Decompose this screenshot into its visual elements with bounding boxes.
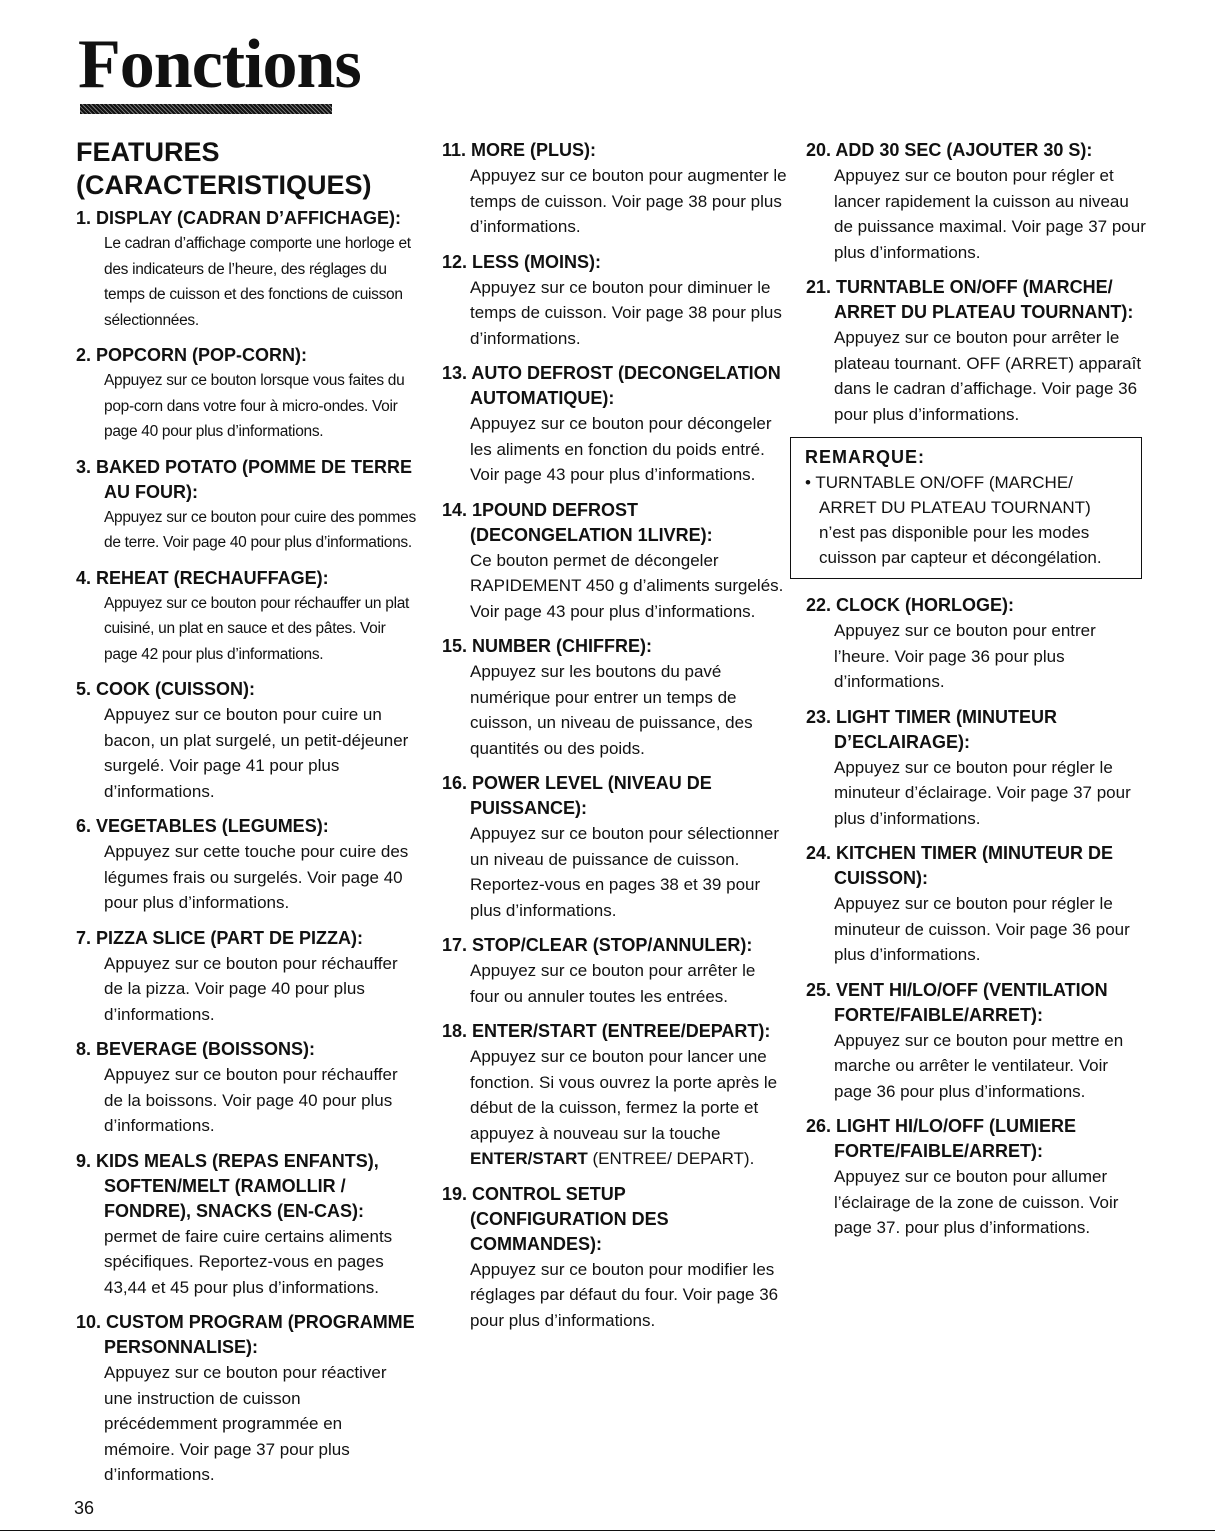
feature-title: 26. LIGHT HI/LO/OFF (LUMIERE FORTE/FAIBLE/ARRET):	[806, 1116, 1076, 1161]
title-underline	[80, 104, 332, 114]
feature-item	[76, 455, 416, 556]
feature-description: Appuyez sur les boutons du pavé numérique pour entrer un temps de cuisson, un niveau de puissance, des quantités ou des poids.	[470, 662, 753, 758]
feature-item	[76, 206, 416, 333]
feature-description	[442, 1044, 787, 1172]
feature-title: 9. KIDS MEALS (REPAS ENFANTS), SOFTEN/MELT (RAMOLLIR / FONDRE), SNACKS (EN-CAS):	[76, 1150, 379, 1221]
feature-description: Appuyez sur ce bouton pour réchauffer de la boissons. Voir page 40 pour plus d’informations.	[104, 1065, 398, 1135]
feature-item	[76, 926, 416, 1028]
feature-description-text: Appuyez sur ce bouton pour lancer une fonction. Si vous ouvrez la porte après le début de la cuisson, fermez la porte et appuyez à nouveau sur la touche	[470, 1047, 778, 1143]
feature-description: Le cadran d’affichage comporte une horloge et des indicateurs de l’heure, des réglages du temps de cuisson et des fonctions de cuisson sélectionnées.	[104, 235, 411, 329]
feature-title: 22. CLOCK (HORLOGE):	[806, 595, 1015, 615]
feature-description: Appuyez sur ce bouton pour augmenter le temps de cuisson. Voir page 38 pour plus d’informations.	[470, 166, 787, 236]
feature-description: Appuyez sur ce bouton pour régler le minuteur de cuisson. Voir page 36 pour plus d’informations.	[834, 894, 1130, 964]
section-heading: FEATURES (CARACTERISTIQUES)	[76, 137, 372, 200]
feature-item	[76, 566, 416, 668]
feature-title: 17. STOP/CLEAR (STOP/ANNULER):	[442, 935, 753, 955]
feature-item	[806, 275, 1146, 427]
feature-description: Appuyez sur ce bouton pour mettre en marche ou arrêter le ventilateur. Voir page 36 pour plus d’informations.	[834, 1030, 1124, 1101]
feature-item	[442, 250, 787, 352]
feature-description: Appuyez sur ce bouton pour modifier les réglages par défaut du four. Voir page 36 pour plus d’informations.	[470, 1259, 779, 1330]
feature-title: 15. NUMBER (CHIFFRE):	[442, 636, 652, 656]
feature-item	[442, 771, 787, 923]
feature-description: Appuyez sur ce bouton pour régler et lancer rapidement la cuisson au niveau de puissance maximal. Voir page 37 pour plus d’informations.	[834, 166, 1146, 262]
feature-title: 13. AUTO DEFROST (DECONGELATION AUTOMATIQUE):	[442, 363, 781, 408]
feature-item	[76, 1310, 416, 1488]
feature-description: Appuyez sur ce bouton pour réactiver une instruction de cuisson précédemment programmée en mémoire. Voir page 37 pour plus d’informations.	[104, 1363, 387, 1484]
feature-description: Appuyez sur ce bouton pour cuire un bacon, un plat surgelé, un petit-déjeuner surgelé. Voir page 41 pour plus d’informations.	[104, 705, 409, 801]
column-3	[806, 138, 1146, 1251]
column-1	[76, 206, 416, 1498]
feature-item	[76, 1149, 416, 1301]
feature-item	[76, 1037, 416, 1139]
feature-item	[806, 978, 1146, 1105]
page-title: Fonctions	[78, 26, 361, 103]
feature-description: Appuyez sur ce bouton pour allumer l’éclairage de la zone de cuisson. Voir page 37. pour plus d’informations.	[834, 1167, 1119, 1237]
feature-item	[442, 1019, 787, 1172]
bottom-divider	[0, 1530, 1215, 1531]
feature-description-emphasis: ENTER/START	[470, 1149, 588, 1168]
feature-description: Appuyez sur ce bouton pour sélectionner un niveau de puissance de cuisson. Reportez-vous en pages 38 et 39 pour plus d’informations.	[470, 824, 780, 920]
feature-title: 24. KITCHEN TIMER (MINUTEUR DE CUISSON):	[806, 843, 1114, 888]
feature-description: Appuyez sur ce bouton pour cuire des pommes de terre. Voir page 40 pour plus d’informations.	[104, 508, 416, 551]
feature-item	[76, 814, 416, 916]
note-text: • TURNTABLE ON/OFF (MARCHE/ ARRET DU PLATEAU TOURNANT) n’est pas disponible pour les modes cuisson par capteur et décongélation.	[805, 473, 1102, 567]
feature-description: Appuyez sur ce bouton pour entrer l’heure. Voir page 36 pour plus d’informations.	[834, 621, 1096, 691]
feature-description: Appuyez sur ce bouton lorsque vous faites du pop-corn dans votre four à micro-ondes. Voir page 40 pour plus d’informations.	[104, 372, 405, 440]
feature-title: 8. BEVERAGE (BOISSONS):	[76, 1039, 316, 1059]
feature-description: Appuyez sur ce bouton pour réchauffer de la pizza. Voir page 40 pour plus d’informations.	[104, 953, 398, 1024]
feature-description: permet de faire cuire certains aliments spécifiques. Reportez-vous en pages 43,44 et 45 pour plus d’informations.	[104, 1226, 393, 1297]
feature-item	[806, 593, 1146, 695]
page-number: 36	[74, 1498, 95, 1518]
feature-title: 5. COOK (CUISSON):	[76, 679, 256, 699]
feature-item	[442, 361, 787, 488]
feature-item	[442, 498, 787, 625]
feature-description: Appuyez sur ce bouton pour réchauffer un plat cuisiné, un plat en sauce et des pâtes. Voir page 42 pour plus d’informations.	[104, 594, 410, 663]
feature-description: Ce bouton permet de décongeler RAPIDEMENT 450 g d’aliments surgelés. Voir page 43 pour plus d’informations.	[470, 550, 784, 621]
feature-description: Appuyez sur ce bouton pour diminuer le temps de cuisson. Voir page 38 pour plus d’informations.	[470, 277, 782, 348]
feature-description-text-end: (ENTREE/ DEPART).	[592, 1149, 755, 1168]
column-2	[442, 138, 787, 1343]
feature-title: 12. LESS (MOINS):	[442, 251, 602, 272]
feature-title: 20. ADD 30 SEC (AJOUTER 30 S):	[806, 140, 1093, 160]
feature-title: 18. ENTER/START (ENTREE/DEPART):	[442, 1021, 771, 1041]
feature-title: 25. VENT HI/LO/OFF (VENTILATION FORTE/FAIBLE/ARRET):	[806, 979, 1108, 1025]
feature-item	[442, 1182, 787, 1334]
feature-item	[442, 933, 787, 1009]
feature-description: Appuyez sur ce bouton pour arrêter le plateau tournant. OFF (ARRET) apparaît dans le cadran d’affichage. Voir page 36 pour plus d’informations.	[834, 328, 1142, 424]
feature-title: 7. PIZZA SLICE (PART DE PIZZA):	[76, 927, 363, 948]
feature-item	[442, 634, 787, 761]
feature-description: Appuyez sur cette touche pour cuire des légumes frais ou surgelés. Voir page 40 pour plus d’informations.	[104, 842, 409, 912]
feature-title: 16. POWER LEVEL (NIVEAU DE PUISSANCE):	[442, 773, 712, 818]
feature-title: 6. VEGETABLES (LEGUMES):	[76, 816, 329, 836]
feature-item	[806, 1114, 1146, 1241]
feature-title: 2. POPCORN (POP-CORN):	[76, 345, 308, 365]
feature-title: 21. TURNTABLE ON/OFF (MARCHE/ ARRET DU PLATEAU TOURNANT):	[806, 277, 1134, 322]
feature-title: 14. 1POUND DEFROST (DECONGELATION 1LIVRE):	[442, 499, 713, 545]
feature-title: 11. MORE (PLUS):	[442, 140, 597, 160]
feature-item	[76, 343, 416, 445]
note-box	[790, 437, 1142, 579]
note-title: REMARQUE:	[805, 447, 925, 467]
feature-item	[806, 138, 1146, 265]
feature-item	[806, 705, 1146, 832]
feature-description: Appuyez sur ce bouton pour décongeler les aliments en fonction du poids entré. Voir page 43 pour plus d’informations.	[470, 414, 772, 484]
feature-item	[806, 841, 1146, 968]
feature-title: 23. LIGHT TIMER (MINUTEUR D’ECLAIRAGE):	[806, 706, 1057, 752]
feature-description: Appuyez sur ce bouton pour arrêter le four ou annuler toutes les entrées.	[470, 961, 756, 1006]
feature-title: 19. CONTROL SETUP (CONFIGURATION DES COMMANDES):	[442, 1183, 669, 1254]
feature-item	[76, 677, 416, 804]
feature-description: Appuyez sur ce bouton pour régler le minuteur d’éclairage. Voir page 37 pour plus d’informations.	[834, 757, 1131, 828]
feature-title: 3. BAKED POTATO (POMME DE TERRE AU FOUR):	[76, 456, 413, 502]
feature-title: 1. DISPLAY (CADRAN D’AFFICHAGE):	[76, 208, 402, 228]
feature-title: 10. CUSTOM PROGRAM (PROGRAMME PERSONNALISE):	[76, 1312, 415, 1357]
feature-title: 4. REHEAT (RECHAUFFAGE):	[76, 567, 329, 588]
feature-item	[442, 138, 787, 240]
